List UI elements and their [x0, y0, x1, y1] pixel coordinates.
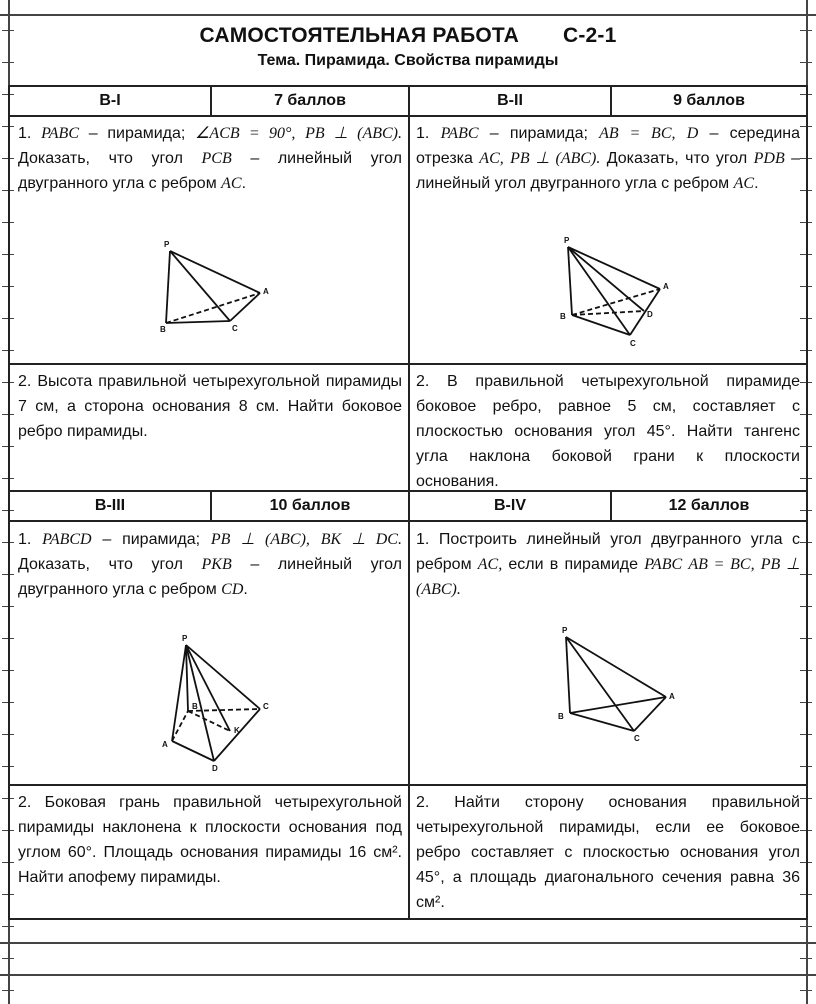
condition-text: если в пирамиде — [508, 556, 639, 573]
pyramid-name: PABC — [644, 556, 683, 573]
equal-sides-condition: AB = BC, — [688, 556, 755, 573]
dash: – — [489, 125, 499, 142]
label-D: D — [212, 764, 218, 773]
label-A: A — [263, 287, 269, 296]
bottom-ruled-line-1 — [0, 942, 816, 944]
v1-pyramid-figure — [160, 237, 280, 337]
label-P: P — [562, 626, 568, 635]
label-P: P — [164, 240, 170, 249]
period: . — [754, 175, 759, 192]
row-border-1 — [10, 115, 806, 117]
period: . — [241, 175, 247, 192]
perp-condition-1: PB ⊥ (ABC), — [210, 531, 310, 548]
perp-condition: PB ⊥ (ABC). — [305, 125, 402, 142]
v3-pyramid-figure — [160, 635, 280, 775]
angle-condition: ∠ACB = 90°, — [195, 125, 296, 142]
variant4-points: 12 баллов — [668, 497, 750, 514]
label-B: B — [160, 325, 166, 334]
label-B: B — [560, 312, 566, 321]
angle-name: PKB — [201, 556, 232, 573]
label-B: B — [192, 702, 198, 711]
label-A: A — [663, 282, 669, 291]
v4-task2: 2. Найти сторону основания правильной четырехугольной пирамиды, если ее боковое ребро составляет с плоскостью основания угол 45°, а площадь диагонального сечения равна 36 см². — [416, 794, 800, 911]
row-border-2 — [10, 363, 806, 365]
v4-task1 — [416, 527, 800, 602]
variants-table — [8, 85, 808, 920]
task-intro: 1. Построить линейный угол двугранного угла с ребром — [416, 531, 800, 573]
prove-text: Доказать, что угол — [606, 150, 748, 167]
margin-tick — [2, 990, 14, 991]
v4-pyramid-figure — [550, 627, 680, 747]
rest-text: – линейный угол двугранного угла с ребром — [416, 150, 801, 192]
perp-condition: PB ⊥ (ABC). — [416, 556, 800, 598]
margin-tick — [800, 990, 812, 991]
edge-name: CD — [221, 581, 244, 598]
variant3-points: 10 баллов — [269, 497, 351, 514]
word-pyramid: пирамида; — [107, 125, 186, 142]
perp-condition: PB ⊥ (ABC). — [510, 150, 601, 167]
rest-text: – линейный угол двугранного угла с ребром — [18, 556, 402, 598]
title-text: САМОСТОЯТЕЛЬНАЯ РАБОТА — [199, 24, 519, 47]
edge-name: AC — [221, 175, 242, 192]
margin-tick — [2, 958, 14, 959]
top-ruled-line — [0, 14, 816, 16]
edge-name: AC — [733, 175, 755, 192]
label-C: C — [630, 339, 636, 348]
period: . — [243, 581, 248, 598]
task-number: 1. — [416, 125, 430, 142]
task-number: 1. — [18, 531, 32, 548]
prove-text: Доказать, что угол — [18, 556, 183, 573]
prove-text: Доказать, что угол — [18, 150, 183, 167]
angle-name: PDB — [753, 150, 785, 167]
perp-condition-2: BK ⊥ DC. — [320, 531, 402, 548]
topic-line: Тема. Пирамида. Свойства пирамиды — [257, 52, 559, 69]
v2-task1 — [416, 121, 800, 196]
label-K: K — [234, 726, 240, 735]
v1-task1 — [18, 121, 402, 196]
work-code: С-2-1 — [562, 24, 617, 47]
margin-tick — [800, 958, 812, 959]
equal-sides-condition: AB = BC, — [599, 125, 676, 142]
word-pyramid: пирамида; — [122, 531, 201, 548]
label-C: C — [263, 702, 269, 711]
word-pyramid: пирамида; — [509, 125, 588, 142]
pyramid-name: PABC — [41, 125, 79, 142]
row-border-5 — [10, 784, 806, 786]
label-D: D — [647, 310, 653, 319]
variant2-points: 9 баллов — [673, 92, 745, 109]
edge-name: AC, — [477, 556, 503, 573]
variant3-label: В-III — [94, 497, 126, 514]
label-C: C — [634, 734, 640, 743]
segment-name: AC, — [479, 150, 504, 167]
bottom-ruled-line-2 — [0, 974, 816, 976]
label-A: A — [162, 740, 168, 749]
row-border-4 — [10, 520, 806, 522]
v2-pyramid-figure — [550, 237, 670, 347]
dash: – — [88, 125, 98, 142]
variant4-label: В-IV — [494, 497, 526, 514]
v3-task2: 2. Боковая грань правильной четырехугольной пирамиды наклонена к плоскости основания под углом 60°. Площадь основания пирамиды 16 см². Найти апофему пирамиды. — [18, 794, 402, 886]
angle-name: PCB — [201, 150, 232, 167]
variant1-points: 7 баллов — [274, 92, 346, 109]
margin-tick — [800, 926, 812, 927]
label-P: P — [182, 634, 188, 643]
label-P: P — [564, 236, 570, 245]
v2-task2: 2. В правильной четырехугольной пирамиде боковое ребро, равное 5 см, составляет с плоскостью основания угол 45°. Найти тангенс угла наклона боковой грани к плоскости основания. — [416, 373, 800, 490]
midpoint-text: – середина отрезка — [416, 125, 801, 167]
variant2-label: В-II — [497, 92, 523, 109]
margin-tick — [2, 926, 14, 927]
rest-text: – линейный угол двугранного угла с ребром — [18, 150, 402, 192]
label-A: A — [669, 692, 675, 701]
pyramid-name: PABCD — [42, 531, 92, 548]
pyramid-name: PABC — [440, 125, 479, 142]
point-D: D — [686, 125, 699, 142]
label-C: C — [232, 324, 238, 333]
label-B: B — [558, 712, 564, 721]
task-number: 1. — [18, 125, 32, 142]
v3-task1 — [18, 527, 402, 602]
variant1-label: В-I — [99, 92, 121, 109]
dash: – — [102, 531, 112, 548]
v1-task2: 2. Высота правильной четырехугольной пирамиды 7 см, а сторона основания 8 см. Найти боковое ребро пирамиды. — [18, 373, 402, 440]
worksheet-title — [10, 24, 806, 48]
